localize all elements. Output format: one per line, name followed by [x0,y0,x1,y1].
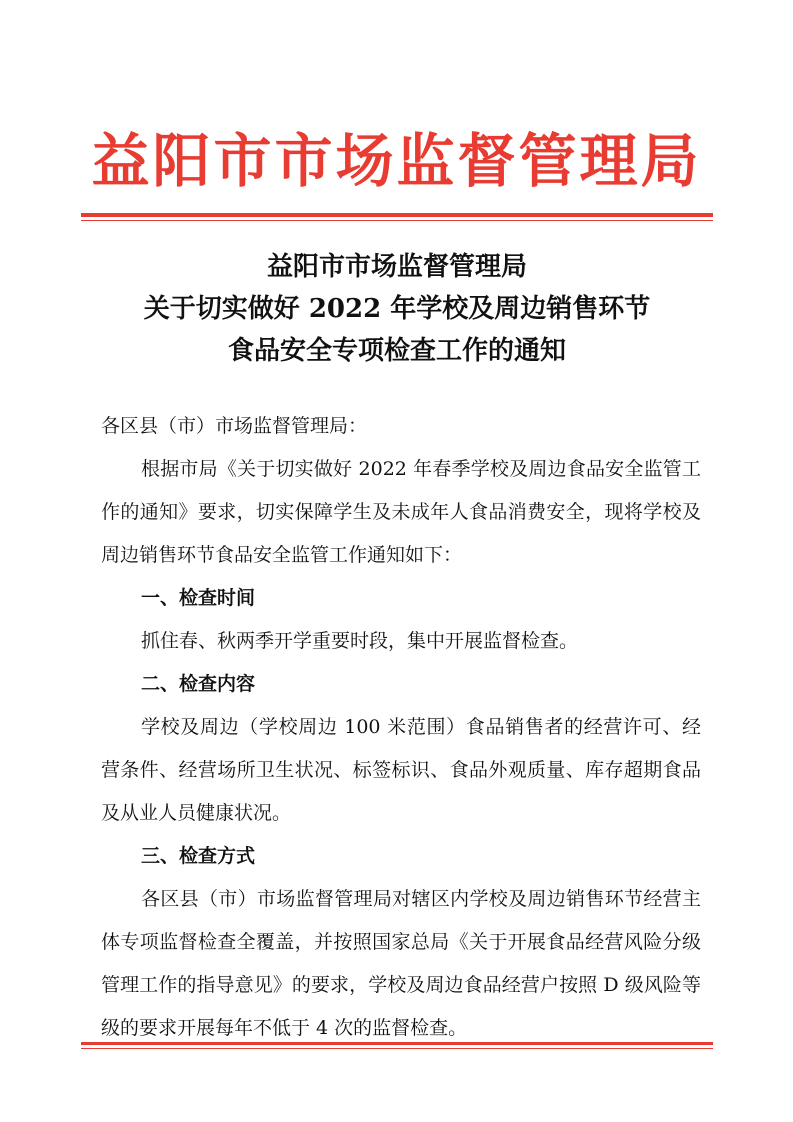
section-2-text: 学校及周边（学校周边 100 米范围）食品销售者的经营许可、经营条件、经营场所卫生状况、标签标识、食品外观质量、库存超期食品及从业人员健康状况。 [101,716,701,824]
section-3-text: 各区县（市）市场监督管理局对辖区内学校及周边销售环节经营主体专项监督检查全覆盖，并按照国家总局《关于开展食品经营风险分级管理工作的指导意见》的要求，学校及周边食品经营户按照 D 级风险等级的要求开展每年不低于 4 次的监督检查。 [101,888,701,1039]
document-title [81,246,713,372]
title-line-2: 关于切实做好 2022 年学校及周边销售环节 [143,294,651,324]
title-line-3: 食品安全专项检查工作的通知 [227,336,566,366]
letterhead-rule-thin [81,220,713,221]
section-1-heading: 一、检查时间 [141,587,256,609]
footer-rule-thick [81,1042,713,1045]
section-3-heading: 三、检查方式 [141,845,256,867]
title-line-1: 益阳市市场监督管理局 [266,252,527,282]
addressee: 各区县（市）市场监督管理局： [101,415,368,437]
footer-rule-thin [81,1048,713,1049]
section-2-heading: 二、检查内容 [141,673,256,695]
document-body [101,405,701,1050]
section-1-text: 抓住春、秋两季开学重要时段，集中开展监督检查。 [141,630,579,652]
intro-paragraph: 根据市局《关于切实做好 2022 年春季学校及周边食品安全监管工作的通知》要求，切实保障学生及未成年人食品消费安全，现将学校及周边销售环节食品安全监管工作通知如下： [101,458,701,566]
letterhead-rule-thick [81,213,713,217]
letterhead-title: 益阳市市场监督管理局 [91,127,702,195]
